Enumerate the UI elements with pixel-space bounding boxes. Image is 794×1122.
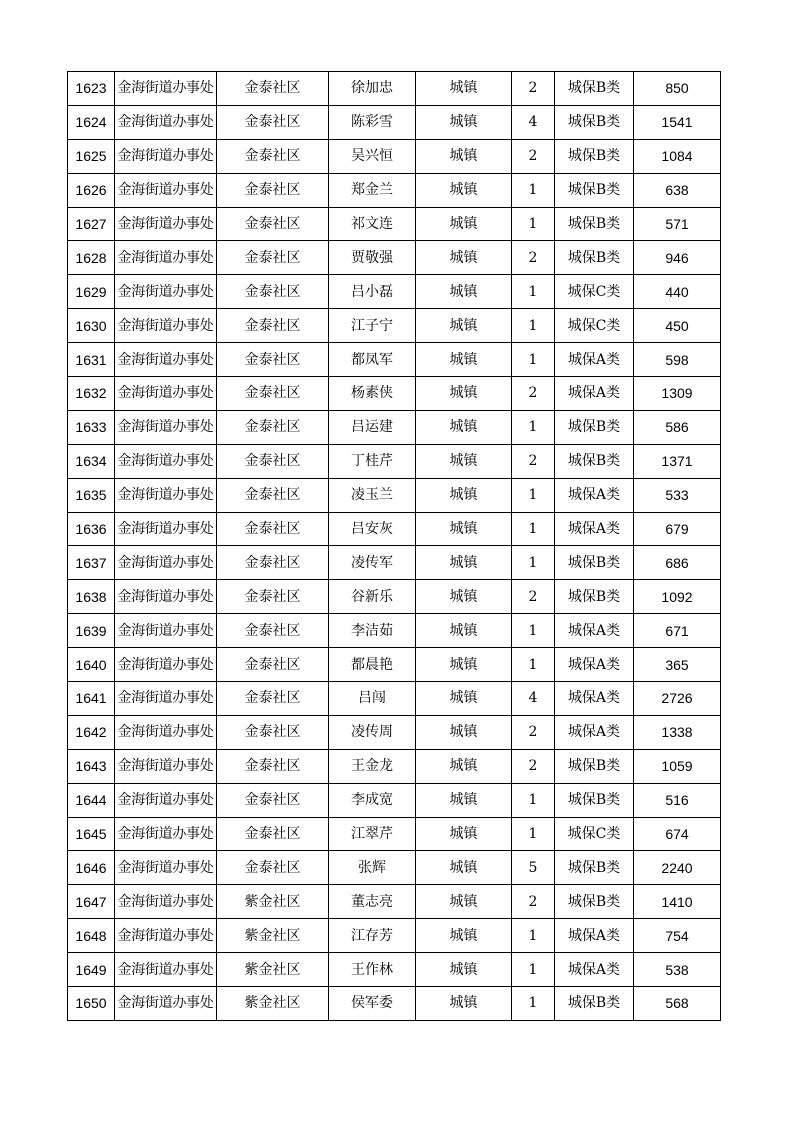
community-name-cell: 紫金社区 bbox=[217, 987, 329, 1021]
row-index-cell: 1635 bbox=[68, 478, 115, 512]
row-index-cell: 1638 bbox=[68, 580, 115, 614]
subdistrict-office-cell: 金海街道办事处 bbox=[115, 817, 217, 851]
household-size-cell: 2 bbox=[512, 377, 555, 411]
row-index-cell: 1629 bbox=[68, 275, 115, 309]
area-type-cell: 城镇 bbox=[416, 987, 512, 1021]
benefit-amount-cell: 671 bbox=[634, 614, 721, 648]
row-index-cell: 1628 bbox=[68, 241, 115, 275]
table-row bbox=[68, 919, 721, 953]
subdistrict-office-cell: 金海街道办事处 bbox=[115, 953, 217, 987]
table-row bbox=[68, 817, 721, 851]
subdistrict-office-cell: 金海街道办事处 bbox=[115, 512, 217, 546]
row-index-cell: 1650 bbox=[68, 987, 115, 1021]
table-row bbox=[68, 885, 721, 919]
area-type-cell: 城镇 bbox=[416, 817, 512, 851]
household-size-cell: 4 bbox=[512, 682, 555, 716]
benefit-amount-cell: 674 bbox=[634, 817, 721, 851]
recipient-name-cell: 王作林 bbox=[329, 953, 416, 987]
recipient-name-cell: 都凤军 bbox=[329, 343, 416, 377]
benefit-category-cell: 城保B类 bbox=[555, 207, 634, 241]
row-index-cell: 1643 bbox=[68, 749, 115, 783]
area-type-cell: 城镇 bbox=[416, 953, 512, 987]
community-name-cell: 金泰社区 bbox=[217, 241, 329, 275]
benefit-amount-cell: 1541 bbox=[634, 105, 721, 139]
community-name-cell: 金泰社区 bbox=[217, 173, 329, 207]
table-row bbox=[68, 72, 721, 106]
row-index-cell: 1648 bbox=[68, 919, 115, 953]
household-size-cell: 1 bbox=[512, 173, 555, 207]
benefit-category-cell: 城保B类 bbox=[555, 241, 634, 275]
table-row bbox=[68, 512, 721, 546]
household-size-cell: 2 bbox=[512, 715, 555, 749]
assistance-roster-table bbox=[67, 71, 721, 1021]
community-name-cell: 金泰社区 bbox=[217, 715, 329, 749]
table-row bbox=[68, 309, 721, 343]
subdistrict-office-cell: 金海街道办事处 bbox=[115, 377, 217, 411]
subdistrict-office-cell: 金海街道办事处 bbox=[115, 139, 217, 173]
household-size-cell: 1 bbox=[512, 512, 555, 546]
household-size-cell: 2 bbox=[512, 749, 555, 783]
row-index-cell: 1632 bbox=[68, 377, 115, 411]
benefit-category-cell: 城保A类 bbox=[555, 715, 634, 749]
recipient-name-cell: 郑金兰 bbox=[329, 173, 416, 207]
benefit-category-cell: 城保A类 bbox=[555, 478, 634, 512]
area-type-cell: 城镇 bbox=[416, 444, 512, 478]
recipient-name-cell: 都晨艳 bbox=[329, 648, 416, 682]
benefit-amount-cell: 850 bbox=[634, 72, 721, 106]
recipient-name-cell: 凌传周 bbox=[329, 715, 416, 749]
table-row bbox=[68, 546, 721, 580]
row-index-cell: 1626 bbox=[68, 173, 115, 207]
benefit-amount-cell: 586 bbox=[634, 410, 721, 444]
community-name-cell: 金泰社区 bbox=[217, 105, 329, 139]
table-row bbox=[68, 241, 721, 275]
community-name-cell: 金泰社区 bbox=[217, 377, 329, 411]
benefit-category-cell: 城保B类 bbox=[555, 72, 634, 106]
benefit-category-cell: 城保A类 bbox=[555, 919, 634, 953]
table-row bbox=[68, 682, 721, 716]
community-name-cell: 金泰社区 bbox=[217, 343, 329, 377]
table-row bbox=[68, 207, 721, 241]
community-name-cell: 金泰社区 bbox=[217, 139, 329, 173]
subdistrict-office-cell: 金海街道办事处 bbox=[115, 444, 217, 478]
benefit-category-cell: 城保B类 bbox=[555, 410, 634, 444]
community-name-cell: 金泰社区 bbox=[217, 207, 329, 241]
household-size-cell: 1 bbox=[512, 207, 555, 241]
subdistrict-office-cell: 金海街道办事处 bbox=[115, 885, 217, 919]
benefit-category-cell: 城保B类 bbox=[555, 749, 634, 783]
benefit-amount-cell: 754 bbox=[634, 919, 721, 953]
subdistrict-office-cell: 金海街道办事处 bbox=[115, 682, 217, 716]
household-size-cell: 1 bbox=[512, 478, 555, 512]
subdistrict-office-cell: 金海街道办事处 bbox=[115, 580, 217, 614]
recipient-name-cell: 吕安灰 bbox=[329, 512, 416, 546]
table-row bbox=[68, 444, 721, 478]
subdistrict-office-cell: 金海街道办事处 bbox=[115, 783, 217, 817]
benefit-category-cell: 城保A类 bbox=[555, 648, 634, 682]
community-name-cell: 紫金社区 bbox=[217, 885, 329, 919]
benefit-category-cell: 城保A类 bbox=[555, 682, 634, 716]
table-row bbox=[68, 580, 721, 614]
table-row bbox=[68, 715, 721, 749]
benefit-amount-cell: 533 bbox=[634, 478, 721, 512]
benefit-amount-cell: 450 bbox=[634, 309, 721, 343]
household-size-cell: 1 bbox=[512, 275, 555, 309]
household-size-cell: 1 bbox=[512, 410, 555, 444]
table-row bbox=[68, 377, 721, 411]
subdistrict-office-cell: 金海街道办事处 bbox=[115, 546, 217, 580]
area-type-cell: 城镇 bbox=[416, 410, 512, 444]
row-index-cell: 1647 bbox=[68, 885, 115, 919]
area-type-cell: 城镇 bbox=[416, 377, 512, 411]
community-name-cell: 紫金社区 bbox=[217, 919, 329, 953]
table-row bbox=[68, 343, 721, 377]
household-size-cell: 2 bbox=[512, 580, 555, 614]
subdistrict-office-cell: 金海街道办事处 bbox=[115, 648, 217, 682]
recipient-name-cell: 江子宁 bbox=[329, 309, 416, 343]
subdistrict-office-cell: 金海街道办事处 bbox=[115, 919, 217, 953]
row-index-cell: 1642 bbox=[68, 715, 115, 749]
row-index-cell: 1636 bbox=[68, 512, 115, 546]
subdistrict-office-cell: 金海街道办事处 bbox=[115, 614, 217, 648]
recipient-name-cell: 江翠芹 bbox=[329, 817, 416, 851]
household-size-cell: 1 bbox=[512, 343, 555, 377]
benefit-category-cell: 城保A类 bbox=[555, 512, 634, 546]
benefit-category-cell: 城保A类 bbox=[555, 953, 634, 987]
area-type-cell: 城镇 bbox=[416, 173, 512, 207]
benefit-category-cell: 城保C类 bbox=[555, 275, 634, 309]
household-size-cell: 2 bbox=[512, 241, 555, 275]
community-name-cell: 金泰社区 bbox=[217, 783, 329, 817]
row-index-cell: 1644 bbox=[68, 783, 115, 817]
community-name-cell: 紫金社区 bbox=[217, 953, 329, 987]
recipient-name-cell: 贾敬强 bbox=[329, 241, 416, 275]
benefit-amount-cell: 1410 bbox=[634, 885, 721, 919]
community-name-cell: 金泰社区 bbox=[217, 749, 329, 783]
benefit-amount-cell: 365 bbox=[634, 648, 721, 682]
table-row bbox=[68, 139, 721, 173]
area-type-cell: 城镇 bbox=[416, 682, 512, 716]
area-type-cell: 城镇 bbox=[416, 648, 512, 682]
benefit-category-cell: 城保C类 bbox=[555, 309, 634, 343]
table-row bbox=[68, 953, 721, 987]
area-type-cell: 城镇 bbox=[416, 139, 512, 173]
table-row bbox=[68, 478, 721, 512]
subdistrict-office-cell: 金海街道办事处 bbox=[115, 309, 217, 343]
table-row bbox=[68, 614, 721, 648]
household-size-cell: 5 bbox=[512, 851, 555, 885]
recipient-name-cell: 侯军委 bbox=[329, 987, 416, 1021]
area-type-cell: 城镇 bbox=[416, 580, 512, 614]
row-index-cell: 1624 bbox=[68, 105, 115, 139]
subdistrict-office-cell: 金海街道办事处 bbox=[115, 105, 217, 139]
benefit-category-cell: 城保B类 bbox=[555, 783, 634, 817]
subdistrict-office-cell: 金海街道办事处 bbox=[115, 173, 217, 207]
recipient-name-cell: 吴兴恒 bbox=[329, 139, 416, 173]
table-row bbox=[68, 410, 721, 444]
benefit-amount-cell: 2726 bbox=[634, 682, 721, 716]
table-row bbox=[68, 987, 721, 1021]
household-size-cell: 1 bbox=[512, 783, 555, 817]
household-size-cell: 4 bbox=[512, 105, 555, 139]
area-type-cell: 城镇 bbox=[416, 72, 512, 106]
community-name-cell: 金泰社区 bbox=[217, 648, 329, 682]
area-type-cell: 城镇 bbox=[416, 343, 512, 377]
benefit-amount-cell: 440 bbox=[634, 275, 721, 309]
area-type-cell: 城镇 bbox=[416, 715, 512, 749]
subdistrict-office-cell: 金海街道办事处 bbox=[115, 410, 217, 444]
household-size-cell: 2 bbox=[512, 885, 555, 919]
benefit-category-cell: 城保A类 bbox=[555, 343, 634, 377]
row-index-cell: 1649 bbox=[68, 953, 115, 987]
row-index-cell: 1630 bbox=[68, 309, 115, 343]
benefit-category-cell: 城保A类 bbox=[555, 614, 634, 648]
row-index-cell: 1639 bbox=[68, 614, 115, 648]
area-type-cell: 城镇 bbox=[416, 309, 512, 343]
row-index-cell: 1625 bbox=[68, 139, 115, 173]
household-size-cell: 2 bbox=[512, 139, 555, 173]
household-size-cell: 1 bbox=[512, 817, 555, 851]
benefit-category-cell: 城保B类 bbox=[555, 173, 634, 207]
benefit-category-cell: 城保B类 bbox=[555, 139, 634, 173]
table-row bbox=[68, 851, 721, 885]
area-type-cell: 城镇 bbox=[416, 783, 512, 817]
area-type-cell: 城镇 bbox=[416, 241, 512, 275]
household-size-cell: 1 bbox=[512, 614, 555, 648]
benefit-category-cell: 城保C类 bbox=[555, 817, 634, 851]
subdistrict-office-cell: 金海街道办事处 bbox=[115, 275, 217, 309]
community-name-cell: 金泰社区 bbox=[217, 614, 329, 648]
household-size-cell: 1 bbox=[512, 987, 555, 1021]
subdistrict-office-cell: 金海街道办事处 bbox=[115, 851, 217, 885]
benefit-amount-cell: 2240 bbox=[634, 851, 721, 885]
subdistrict-office-cell: 金海街道办事处 bbox=[115, 343, 217, 377]
row-index-cell: 1645 bbox=[68, 817, 115, 851]
recipient-name-cell: 凌玉兰 bbox=[329, 478, 416, 512]
community-name-cell: 金泰社区 bbox=[217, 512, 329, 546]
household-size-cell: 1 bbox=[512, 919, 555, 953]
table-row bbox=[68, 275, 721, 309]
household-size-cell: 1 bbox=[512, 309, 555, 343]
benefit-category-cell: 城保B类 bbox=[555, 580, 634, 614]
area-type-cell: 城镇 bbox=[416, 851, 512, 885]
benefit-amount-cell: 1371 bbox=[634, 444, 721, 478]
table-row bbox=[68, 173, 721, 207]
benefit-amount-cell: 638 bbox=[634, 173, 721, 207]
area-type-cell: 城镇 bbox=[416, 207, 512, 241]
row-index-cell: 1631 bbox=[68, 343, 115, 377]
community-name-cell: 金泰社区 bbox=[217, 580, 329, 614]
household-size-cell: 2 bbox=[512, 72, 555, 106]
recipient-name-cell: 凌传军 bbox=[329, 546, 416, 580]
area-type-cell: 城镇 bbox=[416, 614, 512, 648]
household-size-cell: 1 bbox=[512, 546, 555, 580]
benefit-category-cell: 城保B类 bbox=[555, 885, 634, 919]
subdistrict-office-cell: 金海街道办事处 bbox=[115, 241, 217, 275]
area-type-cell: 城镇 bbox=[416, 275, 512, 309]
row-index-cell: 1637 bbox=[68, 546, 115, 580]
area-type-cell: 城镇 bbox=[416, 546, 512, 580]
row-index-cell: 1646 bbox=[68, 851, 115, 885]
benefit-amount-cell: 1338 bbox=[634, 715, 721, 749]
community-name-cell: 金泰社区 bbox=[217, 275, 329, 309]
table-row bbox=[68, 749, 721, 783]
subdistrict-office-cell: 金海街道办事处 bbox=[115, 715, 217, 749]
table-row bbox=[68, 783, 721, 817]
row-index-cell: 1623 bbox=[68, 72, 115, 106]
subdistrict-office-cell: 金海街道办事处 bbox=[115, 749, 217, 783]
recipient-name-cell: 吕闯 bbox=[329, 682, 416, 716]
household-size-cell: 1 bbox=[512, 648, 555, 682]
recipient-name-cell: 丁桂芹 bbox=[329, 444, 416, 478]
area-type-cell: 城镇 bbox=[416, 105, 512, 139]
table-row bbox=[68, 648, 721, 682]
benefit-category-cell: 城保B类 bbox=[555, 546, 634, 580]
recipient-name-cell: 董志亮 bbox=[329, 885, 416, 919]
benefit-amount-cell: 568 bbox=[634, 987, 721, 1021]
row-index-cell: 1640 bbox=[68, 648, 115, 682]
subdistrict-office-cell: 金海街道办事处 bbox=[115, 478, 217, 512]
recipient-name-cell: 谷新乐 bbox=[329, 580, 416, 614]
benefit-category-cell: 城保B类 bbox=[555, 444, 634, 478]
row-index-cell: 1641 bbox=[68, 682, 115, 716]
recipient-name-cell: 杨素侠 bbox=[329, 377, 416, 411]
recipient-name-cell: 祁文连 bbox=[329, 207, 416, 241]
benefit-category-cell: 城保B类 bbox=[555, 987, 634, 1021]
recipient-name-cell: 江存芳 bbox=[329, 919, 416, 953]
recipient-name-cell: 李洁茹 bbox=[329, 614, 416, 648]
subdistrict-office-cell: 金海街道办事处 bbox=[115, 72, 217, 106]
household-size-cell: 2 bbox=[512, 444, 555, 478]
area-type-cell: 城镇 bbox=[416, 478, 512, 512]
community-name-cell: 金泰社区 bbox=[217, 72, 329, 106]
benefit-category-cell: 城保B类 bbox=[555, 105, 634, 139]
benefit-category-cell: 城保A类 bbox=[555, 377, 634, 411]
row-index-cell: 1634 bbox=[68, 444, 115, 478]
table-row bbox=[68, 105, 721, 139]
community-name-cell: 金泰社区 bbox=[217, 309, 329, 343]
community-name-cell: 金泰社区 bbox=[217, 444, 329, 478]
area-type-cell: 城镇 bbox=[416, 749, 512, 783]
benefit-amount-cell: 679 bbox=[634, 512, 721, 546]
household-size-cell: 1 bbox=[512, 953, 555, 987]
recipient-name-cell: 吕运建 bbox=[329, 410, 416, 444]
area-type-cell: 城镇 bbox=[416, 512, 512, 546]
benefit-amount-cell: 1059 bbox=[634, 749, 721, 783]
benefit-amount-cell: 1309 bbox=[634, 377, 721, 411]
roster-body bbox=[68, 72, 721, 1021]
benefit-amount-cell: 946 bbox=[634, 241, 721, 275]
row-index-cell: 1633 bbox=[68, 410, 115, 444]
benefit-amount-cell: 516 bbox=[634, 783, 721, 817]
benefit-amount-cell: 538 bbox=[634, 953, 721, 987]
recipient-name-cell: 王金龙 bbox=[329, 749, 416, 783]
community-name-cell: 金泰社区 bbox=[217, 410, 329, 444]
community-name-cell: 金泰社区 bbox=[217, 478, 329, 512]
row-index-cell: 1627 bbox=[68, 207, 115, 241]
benefit-amount-cell: 598 bbox=[634, 343, 721, 377]
recipient-name-cell: 徐加忠 bbox=[329, 72, 416, 106]
recipient-name-cell: 张辉 bbox=[329, 851, 416, 885]
benefit-amount-cell: 1092 bbox=[634, 580, 721, 614]
benefit-amount-cell: 686 bbox=[634, 546, 721, 580]
recipient-name-cell: 李成宽 bbox=[329, 783, 416, 817]
community-name-cell: 金泰社区 bbox=[217, 546, 329, 580]
recipient-name-cell: 陈彩雪 bbox=[329, 105, 416, 139]
community-name-cell: 金泰社区 bbox=[217, 851, 329, 885]
community-name-cell: 金泰社区 bbox=[217, 817, 329, 851]
area-type-cell: 城镇 bbox=[416, 885, 512, 919]
subdistrict-office-cell: 金海街道办事处 bbox=[115, 987, 217, 1021]
subdistrict-office-cell: 金海街道办事处 bbox=[115, 207, 217, 241]
benefit-category-cell: 城保B类 bbox=[555, 851, 634, 885]
community-name-cell: 金泰社区 bbox=[217, 682, 329, 716]
benefit-amount-cell: 1084 bbox=[634, 139, 721, 173]
area-type-cell: 城镇 bbox=[416, 919, 512, 953]
benefit-amount-cell: 571 bbox=[634, 207, 721, 241]
recipient-name-cell: 吕小磊 bbox=[329, 275, 416, 309]
